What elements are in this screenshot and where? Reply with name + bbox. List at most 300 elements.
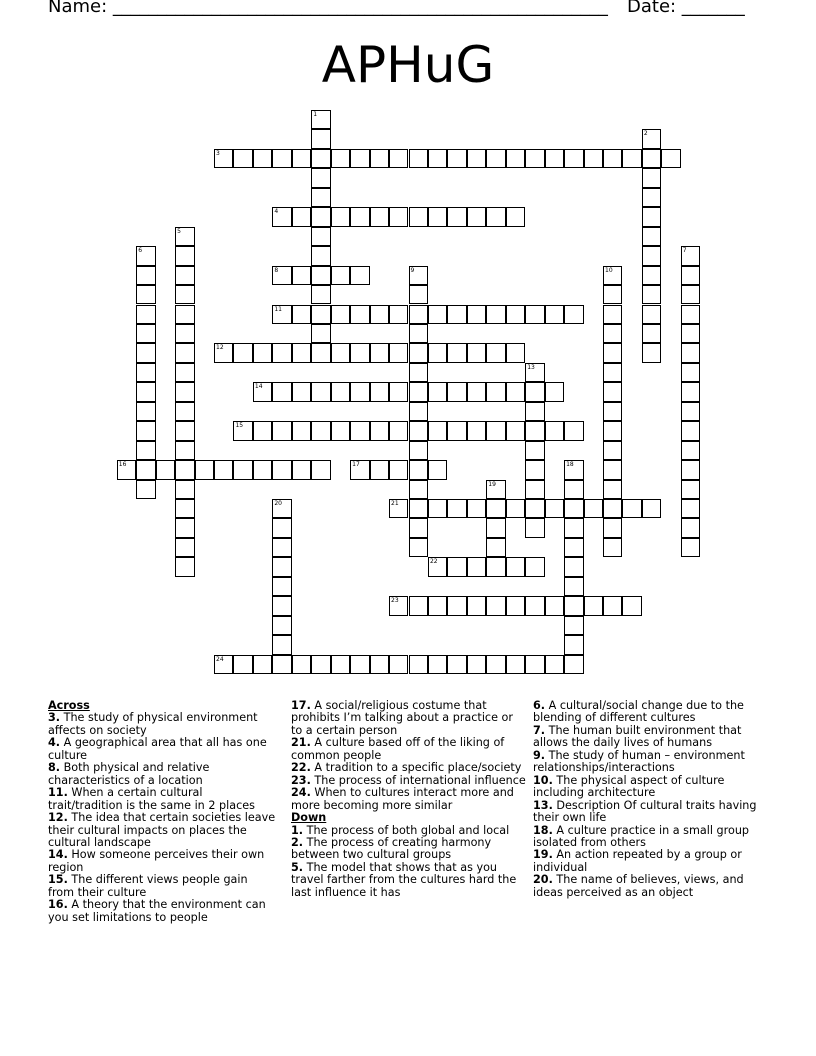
grid-cell[interactable] [603, 538, 622, 557]
grid-cell[interactable] [175, 557, 194, 576]
grid-cell[interactable] [331, 149, 350, 168]
grid-cell[interactable] [447, 596, 466, 615]
grid-cell[interactable] [272, 557, 291, 576]
grid-cell[interactable] [506, 421, 525, 440]
grid-cell[interactable] [272, 577, 291, 596]
grid-cell[interactable] [331, 655, 350, 674]
grid-cell[interactable] [389, 207, 408, 226]
grid-cell[interactable] [311, 655, 330, 674]
grid-cell[interactable] [642, 129, 661, 148]
grid-cell[interactable] [447, 421, 466, 440]
grid-cell[interactable] [175, 363, 194, 382]
grid-cell[interactable] [195, 460, 214, 479]
grid-cell[interactable] [389, 460, 408, 479]
grid-cell[interactable] [136, 480, 155, 499]
grid-cell[interactable] [584, 499, 603, 518]
grid-cell[interactable] [311, 110, 330, 129]
grid-cell[interactable] [642, 499, 661, 518]
grid-cell[interactable] [389, 343, 408, 362]
grid-cell[interactable] [525, 655, 544, 674]
grid-cell[interactable] [564, 305, 583, 324]
grid-cell[interactable] [681, 441, 700, 460]
grid-cell[interactable] [603, 499, 622, 518]
grid-cell[interactable] [564, 635, 583, 654]
grid-cell[interactable] [506, 596, 525, 615]
grid-cell[interactable] [175, 246, 194, 265]
grid-cell[interactable] [292, 460, 311, 479]
grid-cell[interactable] [564, 460, 583, 479]
grid-cell[interactable] [603, 441, 622, 460]
grid-cell[interactable] [545, 149, 564, 168]
grid-cell[interactable] [642, 285, 661, 304]
clue-item-number: 11. [48, 786, 68, 800]
grid-cell[interactable] [603, 518, 622, 537]
grid-cell[interactable] [409, 480, 428, 499]
grid-cell[interactable] [272, 343, 291, 362]
grid-cell[interactable] [486, 382, 505, 401]
grid-cell[interactable] [486, 557, 505, 576]
grid-cell[interactable] [175, 538, 194, 557]
grid-cell[interactable] [175, 441, 194, 460]
grid-cell[interactable] [136, 460, 155, 479]
grid-cell[interactable] [506, 207, 525, 226]
grid-cell[interactable] [370, 343, 389, 362]
grid-cell[interactable] [525, 480, 544, 499]
grid-cell[interactable] [447, 655, 466, 674]
grid-cell[interactable] [350, 655, 369, 674]
grid-cell[interactable] [467, 305, 486, 324]
grid-cell[interactable] [292, 655, 311, 674]
grid-cell[interactable] [350, 460, 369, 479]
grid-cell[interactable] [564, 518, 583, 537]
grid-cell[interactable] [681, 402, 700, 421]
grid-cell[interactable] [272, 616, 291, 635]
grid-cell[interactable] [292, 382, 311, 401]
grid-cell[interactable] [175, 499, 194, 518]
grid-cell[interactable] [622, 149, 641, 168]
grid-cell[interactable] [428, 343, 447, 362]
grid-cell[interactable] [467, 655, 486, 674]
grid-cell[interactable] [467, 596, 486, 615]
grid-cell[interactable] [428, 149, 447, 168]
grid-cell[interactable] [428, 557, 447, 576]
grid-cell[interactable] [603, 305, 622, 324]
date-field-label[interactable]: Date: _______ [627, 0, 745, 17]
grid-cell[interactable] [681, 518, 700, 537]
grid-cell[interactable] [370, 382, 389, 401]
grid-cell[interactable] [389, 305, 408, 324]
grid-cell[interactable] [272, 538, 291, 557]
grid-cell[interactable] [311, 129, 330, 148]
grid-cell[interactable] [136, 382, 155, 401]
grid-cell[interactable] [642, 168, 661, 187]
grid-cell[interactable] [389, 655, 408, 674]
grid-cell[interactable] [292, 266, 311, 285]
clue-item-number: 3. [48, 711, 61, 725]
grid-cell[interactable] [409, 655, 428, 674]
grid-cell[interactable] [272, 499, 291, 518]
grid-cell[interactable] [272, 655, 291, 674]
grid-cell[interactable] [486, 518, 505, 537]
grid-cell[interactable] [681, 421, 700, 440]
grid-cell[interactable] [467, 421, 486, 440]
grid-cell[interactable] [564, 616, 583, 635]
grid-cell[interactable] [603, 421, 622, 440]
grid-cell[interactable] [175, 402, 194, 421]
grid-cell[interactable] [603, 402, 622, 421]
grid-cell[interactable] [681, 480, 700, 499]
grid-cell[interactable] [506, 655, 525, 674]
grid-cell[interactable] [525, 305, 544, 324]
grid-cell[interactable] [370, 305, 389, 324]
grid-cell[interactable] [506, 149, 525, 168]
grid-cell[interactable] [272, 635, 291, 654]
grid-cell[interactable] [409, 324, 428, 343]
grid-cell[interactable] [447, 557, 466, 576]
grid-cell[interactable] [175, 382, 194, 401]
grid-cell[interactable] [447, 343, 466, 362]
grid-cell[interactable] [311, 460, 330, 479]
grid-cell[interactable] [447, 305, 466, 324]
grid-cell[interactable] [642, 149, 661, 168]
grid-cell[interactable] [350, 266, 369, 285]
grid-cell[interactable] [175, 460, 194, 479]
grid-cell[interactable] [409, 518, 428, 537]
grid-cell[interactable] [642, 188, 661, 207]
grid-cell[interactable] [370, 207, 389, 226]
grid-cell[interactable] [525, 499, 544, 518]
grid-cell[interactable] [311, 305, 330, 324]
grid-cell[interactable] [370, 460, 389, 479]
clue-item-number: 2. [291, 835, 304, 849]
grid-cell[interactable] [447, 382, 466, 401]
grid-cell[interactable] [447, 207, 466, 226]
grid-cell[interactable] [136, 305, 155, 324]
grid-cell[interactable] [253, 655, 272, 674]
grid-cell[interactable] [253, 149, 272, 168]
grid-cell[interactable] [350, 207, 369, 226]
grid-cell[interactable] [331, 305, 350, 324]
grid-cell[interactable] [389, 499, 408, 518]
grid-cell[interactable] [233, 149, 252, 168]
grid-cell[interactable] [311, 207, 330, 226]
clue-number: 1 [313, 111, 318, 118]
grid-cell[interactable] [409, 285, 428, 304]
grid-cell[interactable] [253, 343, 272, 362]
grid-cell[interactable] [175, 343, 194, 362]
grid-cell[interactable] [409, 363, 428, 382]
grid-cell[interactable] [681, 363, 700, 382]
grid-cell[interactable] [603, 285, 622, 304]
grid-cell[interactable] [467, 343, 486, 362]
grid-cell[interactable] [331, 207, 350, 226]
grid-cell[interactable] [486, 655, 505, 674]
grid-cell[interactable] [642, 246, 661, 265]
name-field-label[interactable]: Name: _______________________________________________________ [48, 0, 608, 17]
grid-cell[interactable] [603, 382, 622, 401]
grid-cell[interactable] [603, 343, 622, 362]
grid-cell[interactable] [409, 499, 428, 518]
grid-cell[interactable] [389, 149, 408, 168]
grid-cell[interactable] [292, 305, 311, 324]
grid-cell[interactable] [661, 149, 680, 168]
grid-cell[interactable] [447, 499, 466, 518]
grid-cell[interactable] [409, 343, 428, 362]
grid-cell[interactable] [311, 188, 330, 207]
grid-cell[interactable] [467, 149, 486, 168]
grid-cell[interactable] [272, 382, 291, 401]
grid-cell[interactable] [681, 343, 700, 362]
grid-cell[interactable] [389, 596, 408, 615]
grid-cell[interactable] [272, 149, 291, 168]
grid-cell[interactable] [681, 538, 700, 557]
page-title: APHuG [321, 36, 495, 94]
grid-cell[interactable] [525, 441, 544, 460]
grid-cell[interactable] [214, 343, 233, 362]
clue-item-text: The process of both global and local [306, 823, 510, 837]
grid-cell[interactable] [331, 382, 350, 401]
grid-cell[interactable] [564, 655, 583, 674]
grid-cell[interactable] [525, 596, 544, 615]
grid-cell[interactable] [292, 343, 311, 362]
grid-cell[interactable] [253, 382, 272, 401]
grid-cell[interactable] [525, 518, 544, 537]
grid-cell[interactable] [214, 149, 233, 168]
grid-cell[interactable] [681, 324, 700, 343]
grid-cell[interactable] [311, 246, 330, 265]
grid-cell[interactable] [681, 246, 700, 265]
grid-cell[interactable] [370, 149, 389, 168]
grid-cell[interactable] [525, 149, 544, 168]
grid-cell[interactable] [272, 460, 291, 479]
grid-cell[interactable] [545, 382, 564, 401]
grid-cell[interactable] [331, 343, 350, 362]
grid-cell[interactable] [506, 499, 525, 518]
grid-cell[interactable] [409, 460, 428, 479]
grid-cell[interactable] [136, 266, 155, 285]
grid-cell[interactable] [311, 168, 330, 187]
grid-cell[interactable] [311, 421, 330, 440]
grid-cell[interactable] [409, 596, 428, 615]
grid-cell[interactable] [214, 655, 233, 674]
grid-cell[interactable] [603, 149, 622, 168]
grid-cell[interactable] [370, 421, 389, 440]
grid-cell[interactable] [311, 149, 330, 168]
grid-cell[interactable] [467, 499, 486, 518]
grid-cell[interactable] [117, 460, 136, 479]
grid-cell[interactable] [292, 207, 311, 226]
grid-cell[interactable] [350, 421, 369, 440]
grid-cell[interactable] [428, 460, 447, 479]
grid-cell[interactable] [311, 285, 330, 304]
grid-cell[interactable] [175, 266, 194, 285]
grid-cell[interactable] [622, 499, 641, 518]
grid-cell[interactable] [486, 305, 505, 324]
grid-cell[interactable] [292, 149, 311, 168]
grid-cell[interactable] [272, 421, 291, 440]
grid-cell[interactable] [311, 343, 330, 362]
grid-cell[interactable] [506, 557, 525, 576]
grid-cell[interactable] [292, 421, 311, 440]
grid-cell[interactable] [253, 460, 272, 479]
grid-cell[interactable] [272, 518, 291, 537]
grid-cell[interactable] [311, 227, 330, 246]
grid-cell[interactable] [681, 382, 700, 401]
grid-cell[interactable] [214, 460, 233, 479]
grid-cell[interactable] [486, 421, 505, 440]
grid-cell[interactable] [506, 382, 525, 401]
grid-cell[interactable] [136, 324, 155, 343]
grid-cell[interactable] [389, 382, 408, 401]
grid-cell[interactable] [681, 460, 700, 479]
grid-cell[interactable] [370, 655, 389, 674]
grid-cell[interactable] [545, 305, 564, 324]
grid-cell[interactable] [136, 343, 155, 362]
grid-cell[interactable] [409, 305, 428, 324]
grid-cell[interactable] [409, 441, 428, 460]
grid-cell[interactable] [603, 363, 622, 382]
grid-cell[interactable] [428, 382, 447, 401]
grid-cell[interactable] [428, 421, 447, 440]
grid-cell[interactable] [486, 538, 505, 557]
grid-cell[interactable] [525, 402, 544, 421]
grid-cell[interactable] [486, 596, 505, 615]
grid-cell[interactable] [409, 382, 428, 401]
grid-cell[interactable] [642, 227, 661, 246]
grid-cell[interactable] [409, 266, 428, 285]
grid-cell[interactable] [642, 324, 661, 343]
grid-cell[interactable] [564, 596, 583, 615]
grid-cell[interactable] [545, 421, 564, 440]
grid-cell[interactable] [486, 149, 505, 168]
grid-cell[interactable] [233, 421, 252, 440]
grid-cell[interactable] [428, 596, 447, 615]
grid-cell[interactable] [545, 499, 564, 518]
grid-cell[interactable] [564, 499, 583, 518]
grid-cell[interactable] [136, 363, 155, 382]
grid-cell[interactable] [389, 421, 408, 440]
grid-cell[interactable] [428, 655, 447, 674]
grid-cell[interactable] [584, 149, 603, 168]
grid-cell[interactable] [584, 596, 603, 615]
grid-cell[interactable] [311, 266, 330, 285]
grid-cell[interactable] [681, 266, 700, 285]
clue-item [533, 750, 773, 775]
grid-cell[interactable] [642, 207, 661, 226]
grid-cell[interactable] [506, 343, 525, 362]
grid-cell[interactable] [233, 460, 252, 479]
grid-cell[interactable] [603, 460, 622, 479]
grid-cell[interactable] [331, 421, 350, 440]
grid-cell[interactable] [486, 499, 505, 518]
grid-cell[interactable] [409, 402, 428, 421]
grid-cell[interactable] [233, 655, 252, 674]
grid-cell[interactable] [525, 363, 544, 382]
grid-cell[interactable] [272, 207, 291, 226]
grid-cell[interactable] [272, 266, 291, 285]
grid-cell[interactable] [136, 285, 155, 304]
grid-cell[interactable] [467, 207, 486, 226]
grid-cell[interactable] [564, 480, 583, 499]
grid-cell[interactable] [175, 305, 194, 324]
grid-cell[interactable] [136, 441, 155, 460]
grid-cell[interactable] [311, 324, 330, 343]
grid-cell[interactable] [175, 421, 194, 440]
grid-cell[interactable] [603, 596, 622, 615]
grid-cell[interactable] [564, 557, 583, 576]
grid-cell[interactable] [428, 305, 447, 324]
grid-cell[interactable] [409, 421, 428, 440]
grid-cell[interactable] [350, 149, 369, 168]
grid-cell[interactable] [175, 518, 194, 537]
grid-cell[interactable] [233, 343, 252, 362]
grid-cell[interactable] [272, 305, 291, 324]
grid-cell[interactable] [506, 305, 525, 324]
grid-cell[interactable] [175, 324, 194, 343]
grid-cell[interactable] [175, 227, 194, 246]
grid-cell[interactable] [681, 305, 700, 324]
grid-cell[interactable] [545, 655, 564, 674]
grid-cell[interactable] [409, 207, 428, 226]
grid-cell[interactable] [564, 421, 583, 440]
grid-cell[interactable] [486, 480, 505, 499]
grid-cell[interactable] [564, 149, 583, 168]
grid-cell[interactable] [642, 343, 661, 362]
grid-cell[interactable] [350, 305, 369, 324]
grid-cell[interactable] [136, 246, 155, 265]
grid-cell[interactable] [136, 421, 155, 440]
grid-cell[interactable] [409, 149, 428, 168]
grid-cell[interactable] [175, 285, 194, 304]
clue-item [48, 899, 276, 924]
grid-cell[interactable] [350, 343, 369, 362]
grid-cell[interactable] [564, 577, 583, 596]
grid-cell[interactable] [486, 207, 505, 226]
grid-cell[interactable] [681, 285, 700, 304]
grid-cell[interactable] [564, 538, 583, 557]
grid-cell[interactable] [467, 382, 486, 401]
grid-cell[interactable] [603, 266, 622, 285]
grid-cell[interactable] [272, 596, 291, 615]
grid-cell[interactable] [467, 557, 486, 576]
grid-cell[interactable] [428, 207, 447, 226]
clue-item-number: 17. [291, 699, 311, 712]
grid-cell[interactable] [331, 266, 350, 285]
grid-cell[interactable] [525, 382, 544, 401]
clue-item-number: 1. [291, 823, 304, 837]
grid-cell[interactable] [525, 460, 544, 479]
grid-cell[interactable] [603, 480, 622, 499]
grid-cell[interactable] [447, 149, 466, 168]
grid-cell[interactable] [409, 538, 428, 557]
grid-cell[interactable] [175, 480, 194, 499]
grid-cell[interactable] [486, 343, 505, 362]
grid-cell[interactable] [525, 421, 544, 440]
grid-cell[interactable] [642, 266, 661, 285]
grid-cell[interactable] [622, 596, 641, 615]
grid-cell[interactable] [253, 421, 272, 440]
grid-cell[interactable] [311, 382, 330, 401]
grid-cell[interactable] [156, 460, 175, 479]
grid-cell[interactable] [525, 557, 544, 576]
grid-cell[interactable] [428, 499, 447, 518]
grid-cell[interactable] [603, 324, 622, 343]
grid-cell[interactable] [136, 402, 155, 421]
grid-cell[interactable] [642, 305, 661, 324]
grid-cell[interactable] [350, 382, 369, 401]
grid-cell[interactable] [545, 596, 564, 615]
grid-cell[interactable] [681, 499, 700, 518]
